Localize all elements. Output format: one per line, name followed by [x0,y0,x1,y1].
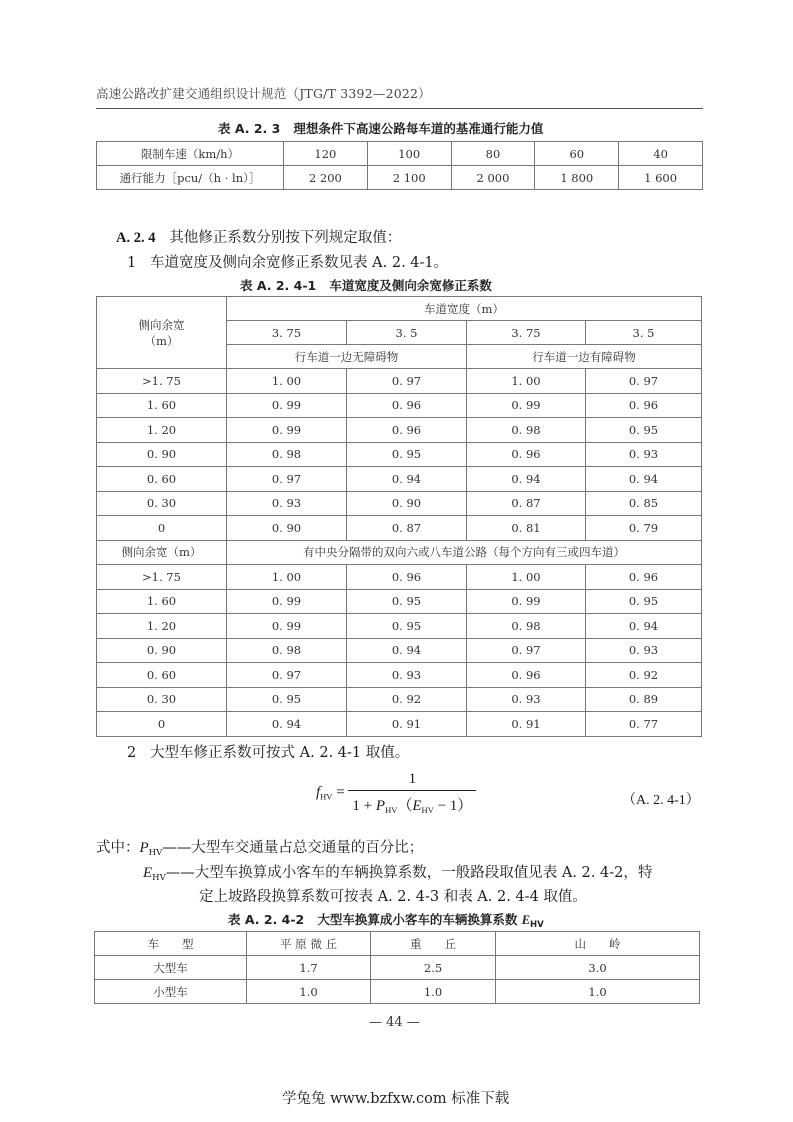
lane-width-cell: 3. 5 [586,321,702,345]
table-cell: 0. 99 [467,393,586,418]
section-b-header-row [97,540,702,565]
table-cell: 0. 98 [467,418,586,443]
table-cell: 0. 99 [467,589,586,614]
formula-fraction [348,771,476,815]
table-row [97,369,702,394]
table-cell: 0. 98 [227,442,347,467]
table-cell: 0. 79 [586,516,702,541]
clearance-cell: 0. 30 [97,491,227,516]
table-cell: 0. 98 [227,638,347,663]
def-symbol-sub: HV [148,848,163,858]
caption-number: 表 A. 2. 4-1 [240,278,317,293]
caption-title: 理想条件下高速公路每车道的基准通行能力值 [293,121,544,136]
table-cell: 0. 96 [467,442,586,467]
table-cell: 0. 91 [347,712,467,737]
table-cell: 0. 97 [586,369,702,394]
table-cell: 0. 96 [347,393,467,418]
table-cell: 0. 99 [227,589,347,614]
vehicle-type-cell: 小型车 [95,980,247,1004]
item-text: 车道宽度及侧向余宽修正系数见表 A. 2. 4-1。 [150,255,449,271]
section-b-row-header: 侧向余宽（m） [97,540,227,565]
table-cell: 0. 96 [586,565,702,590]
caption-number: 表 A. 2. 3 [218,121,281,136]
table-row [97,687,702,712]
caption-number: 表 A. 2. 4-2 [228,912,305,927]
table-cell: 120 [284,142,368,166]
table-cell: 1. 00 [467,565,586,590]
def-dash: —— [165,865,195,881]
den-p-sub: HV [385,805,398,815]
table-cell: 0. 97 [227,663,347,688]
table-cell: 2.5 [371,956,496,980]
den-part3: − 1） [433,798,473,814]
def-symbol: P [139,840,149,856]
clearance-cell: 0. 60 [97,467,227,492]
group-obstacle: 行车道一边有障碍物 [467,345,702,369]
table-row [97,638,702,663]
formula-numerator: 1 [408,771,417,787]
table-cell: 0. 95 [347,442,467,467]
def-dash: —— [162,840,192,856]
row-header-label: 侧向余宽 [138,317,185,332]
clearance-cell: >1. 75 [97,565,227,590]
den-part1: 1 + [352,798,376,814]
table-cell: 1. 00 [467,369,586,394]
row-header-unit: （m） [144,333,179,348]
table-cell: 40 [619,142,703,166]
section-b-title: 有中央分隔带的双向六或八车道公路（每个方向有三或四车道） [227,540,702,565]
section-number: A. 2. 4 [116,230,156,246]
table-cell: 0. 94 [227,712,347,737]
table-cell: 0. 95 [227,687,347,712]
clearance-cell: 0. 90 [97,638,227,663]
def-text: 大型车换算成小客车的车辆换算系数，一般路段取值见表 A. 2. 4-2，特 [194,865,653,881]
formula-a241 [316,771,476,815]
table-row [97,565,702,590]
table-cell: 0. 99 [227,614,347,639]
den-e-sub: HV [421,805,434,815]
table-cell: 2 000 [451,166,535,190]
table-cell: 0. 93 [227,491,347,516]
table-cell: 0. 94 [347,638,467,663]
table-row [97,663,702,688]
column-header: 重 丘 [371,932,496,956]
table-cell: 0. 93 [347,663,467,688]
def-text: 大型车交通量占总交通量的百分比； [191,840,424,856]
group-no-obstacle: 行车道一边无障碍物 [227,345,467,369]
caption-symbol-sub: HV [530,920,544,930]
table-cell: 1.0 [496,980,700,1004]
page-number: — 44 — [369,1015,420,1030]
table-header-row [95,932,700,956]
table-a241-caption [240,276,492,294]
table-row [97,418,702,443]
watermark-footer: 学兔兔 www.bzfxw.com 标准下载 [282,1091,510,1107]
den-p: P [375,798,386,814]
table-cell: 2 100 [367,166,451,190]
column-header: 山 岭 [496,932,700,956]
table-cell: 1.7 [247,956,371,980]
table-cell: 0. 90 [347,491,467,516]
lane-width-header: 车道宽度（m） [227,297,702,321]
clearance-cell: 0 [97,516,227,541]
table-cell: 0. 92 [586,663,702,688]
caption-title: 车道宽度及侧向余宽修正系数 [329,278,492,293]
running-header: 高速公路改扩建交通组织设计规范（JTG/T 3392—2022） [96,86,431,101]
def-symbol-sub: HV [152,873,166,883]
table-cell: 0. 94 [467,467,586,492]
table-cell: 1.0 [371,980,496,1004]
table-cell: 0. 97 [467,638,586,663]
column-header: 平 原 微 丘 [247,932,371,956]
table-cell: 1. 00 [227,565,347,590]
table-cell: 0. 95 [586,589,702,614]
table-cell: 0. 96 [586,393,702,418]
table-a23 [96,141,703,190]
clearance-cell: 0. 60 [97,663,227,688]
row-label: 通行能力［pcu/（h · ln）］ [97,166,284,190]
table-row [97,614,702,639]
item-number: 2 [127,745,137,761]
formula-number: （A. 2. 4-1） [622,793,700,808]
table-cell: 1 800 [535,166,619,190]
den-part2: （ [397,798,413,814]
table-cell: 0. 77 [586,712,702,737]
column-header: 车 型 [95,932,247,956]
lane-width-cell: 3. 75 [467,321,586,345]
item-text: 大型车修正系数可按式 A. 2. 4-1 取值。 [150,745,410,761]
table-row [97,516,702,541]
clearance-cell: 0. 30 [97,687,227,712]
lane-width-cell: 3. 75 [227,321,347,345]
clearance-cell: >1. 75 [97,369,227,394]
caption-title: 大型车换算成小客车的车辆换算系数 [317,912,518,927]
table-cell: 80 [451,142,535,166]
table-cell: 0. 99 [227,393,347,418]
table-cell: 0. 85 [586,491,702,516]
table-cell: 0. 94 [586,467,702,492]
table-row [97,393,702,418]
table-cell: 0. 94 [586,614,702,639]
den-e: E [412,798,422,814]
table-cell: 0. 93 [467,687,586,712]
table-cell: 1. 00 [227,369,347,394]
table-cell: 0. 91 [467,712,586,737]
table-cell: 0. 81 [467,516,586,541]
section-text: 其他修正系数分别按下列规定取值： [169,230,402,246]
row-header-cell [97,297,227,369]
formula-equals: = [336,784,345,801]
table-cell: 0. 87 [467,491,586,516]
definition-prefix: 式中： [96,840,140,856]
table-cell: 1 600 [619,166,703,190]
table-row [95,980,700,1004]
table-cell: 100 [367,142,451,166]
formula-lhs-sub: HV [320,791,333,802]
table-cell: 0. 98 [467,614,586,639]
definition-1 [96,836,423,858]
clearance-cell: 1. 60 [97,393,227,418]
table-a242 [94,931,700,1004]
table-row [97,491,702,516]
def-symbol: E [143,865,153,881]
clearance-cell: 1. 60 [97,589,227,614]
caption-symbol: E [521,913,531,927]
table-cell: 60 [535,142,619,166]
table-cell: 2 200 [284,166,368,190]
row-label: 限制车速（km/h） [97,142,284,166]
header-rule [96,108,703,109]
item-2 [127,741,409,762]
lane-width-cell: 3. 5 [347,321,467,345]
clearance-cell: 1. 20 [97,614,227,639]
table-row [97,467,702,492]
table-cell: 0. 93 [586,442,702,467]
table-a241 [96,296,702,737]
table-cell: 0. 92 [347,687,467,712]
table-cell: 0. 95 [347,589,467,614]
item-number: 1 [127,255,137,271]
table-row [97,442,702,467]
table-row [97,166,703,190]
table-row [95,956,700,980]
formula-lhs: f [316,784,321,801]
table-cell: 0. 99 [227,418,347,443]
table-cell: 0. 90 [227,516,347,541]
clearance-cell: 0. 90 [97,442,227,467]
formula-denominator [348,790,476,815]
table-row [97,142,703,166]
item-1 [127,251,448,272]
table-cell: 1.0 [247,980,371,1004]
table-a242-caption [228,910,544,930]
definition-2 [143,861,652,883]
clearance-cell: 1. 20 [97,418,227,443]
table-cell: 0. 97 [347,369,467,394]
table-cell: 0. 93 [586,638,702,663]
table-cell: 0. 95 [347,614,467,639]
table-cell: 0. 94 [347,467,467,492]
definition-2-continuation: 定上坡路段换算系数可按表 A. 2. 4-3 和表 A. 2. 4-4 取值。 [199,889,587,905]
table-a23-caption [218,119,543,137]
table-cell: 0. 87 [347,516,467,541]
table-cell: 0. 89 [586,687,702,712]
table-row [97,712,702,737]
clearance-cell: 0 [97,712,227,737]
table-row [97,589,702,614]
table-cell: 0. 96 [467,663,586,688]
vehicle-type-cell: 大型车 [95,956,247,980]
section-a24 [116,226,401,247]
table-cell: 0. 97 [227,467,347,492]
table-cell: 0. 96 [347,565,467,590]
table-cell: 0. 96 [347,418,467,443]
table-cell: 3.0 [496,956,700,980]
table-cell: 0. 95 [586,418,702,443]
